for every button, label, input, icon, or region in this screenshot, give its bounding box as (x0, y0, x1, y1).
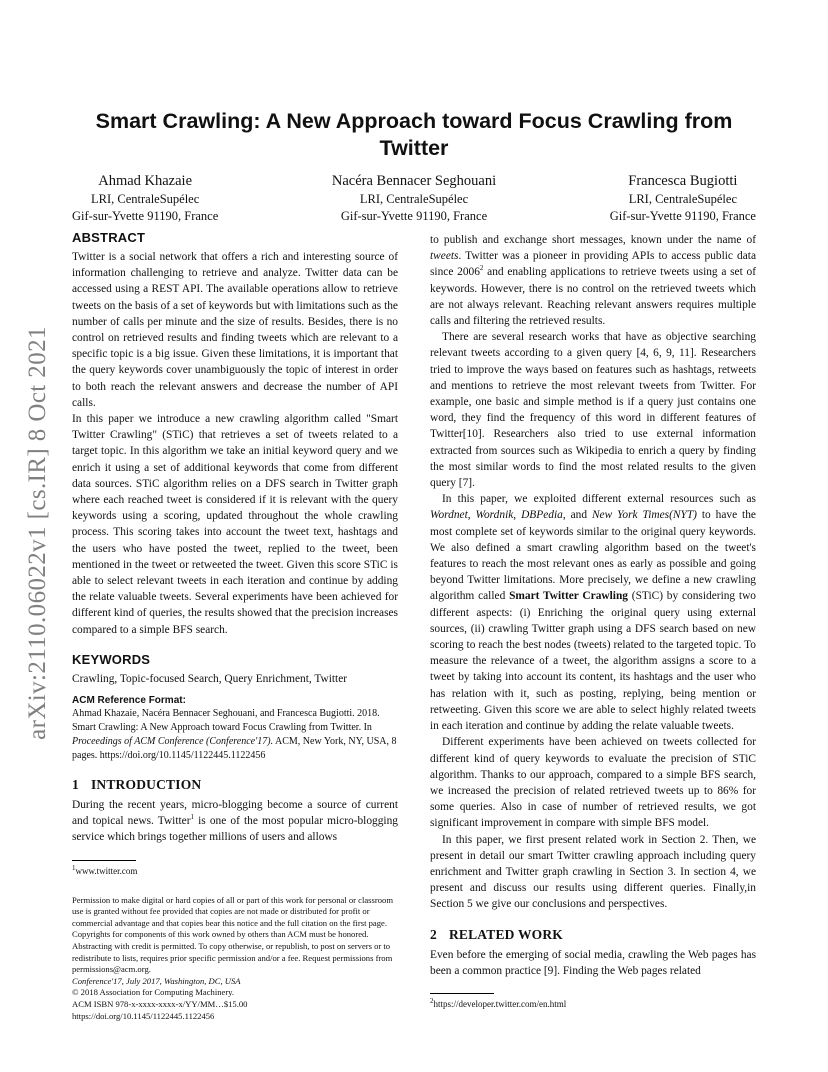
keywords-heading: KEYWORDS (72, 651, 151, 667)
introduction-paragraph-1-continued: to publish and exchange short messages, known under the name of tweets. Twitter was a pioneer in providing APIs to access public data since 2006$^2$ and enabling applications to retrieve tweets using a set of keywords. However, there is no control on the retrieved tweets which are not always relevant. Reaching relevant answers requires multiple calls and filtering the retrieved results. (430, 234, 756, 328)
introduction-paragraph-4: Different experiments have been achieved on tweets collected for different kind of query keywords to evaluate the precision of STiC algorithm. Thanks to our approach, compared to a simple BFS search, we increased the precision of related retrieved tweets up to 86% for some queries. Also in case of number of retrieved results, we got significant improvement in compare with simple BFS model. (430, 736, 756, 830)
footnote-2: $^2$https://developer.twitter.com/en.html (430, 996, 567, 1009)
isbn-line: ACM ISBN 978-x-xxxx-xxxx-x/YY/MM…$15.00 (72, 999, 248, 1010)
author-name: Ahmad Khazaie (98, 173, 193, 189)
footnote-1: $^1$www.twitter.com (72, 863, 138, 876)
author-block (72, 172, 756, 225)
abstract-paragraph-1: Twitter is a social network that offers a rich and interesting source of information challenging to retrieve and analyze. Twitter data can be accessed using a REST API. The available operations allow to retrieve tweets on the basis of a set of keywords but with limitations such as the number of calls per minute and the size of results. Besides, there is no control on retrieved results and finding tweets which are relevant to a specific topic is a big issue. Given these limitations, it is important that the query keywords cover unambiguously the topic of interest in order to both reach the relevant answers and decrease the number of API calls. (72, 251, 398, 409)
introduction-heading: 1 INTRODUCTION (72, 777, 202, 793)
right-column (430, 232, 756, 1010)
author-name: Francesca Bugiotti (628, 173, 738, 189)
footnote-marker-1: 1 (190, 813, 195, 822)
related-work-heading: 2 RELATED WORK (430, 926, 563, 942)
author-name: Nacéra Bennacer Seghouani (331, 173, 497, 189)
author-2 (332, 172, 496, 225)
author-affiliation: LRI, CentraleSupélec (359, 192, 469, 206)
paper-title: Smart Crawling: A New Approach toward Focus Crawling from Twitter (95, 109, 733, 160)
introduction-paragraph-5: In this paper, we first present related work in Section 2. Then, we present in detail our smart Twitter crawling approach including query enrichment and Twitter graph crawling in Section 3. In section 4, we present and discuss our results using different queries. Finally,in Section 5 we give our conclusions and perspectives. (430, 833, 756, 911)
author-address: Gif-sur-Yvette 91190, France (340, 209, 488, 223)
conference-line: Conference'17, July 2017, Washington, DC, USA (72, 975, 241, 986)
doi-line: https://doi.org/10.1145/1122445.1122456 (72, 1010, 215, 1021)
copyright-line: © 2018 Association for Computing Machinery. (72, 987, 235, 998)
related-work-paragraph-1: Even before the emerging of social media, crawling the Web pages has been a common practice [9]. Finding the Web pages related (430, 948, 756, 977)
introduction-paragraph-2: There are several research works that have as objective searching relevant tweets according to a given query [4, 6, 9, 11]. Researchers tried to improve the ways based on features such as hashtags, retweets and mentions to retrieve the most relevant tweets from Twitter. For example, one basic and simple method is if a query just contains one word, they find the frequency of this word in different features of Twitter[10]. Researchers also tried to use external information extracted from sources such as Wikipedia to enrich a query by finding the most similar words to find the most related results to the given query [7]. (430, 331, 756, 490)
abstract-heading: ABSTRACT (72, 230, 146, 245)
arxiv-identifier: arXiv:2110.06022v1 [cs.IR] 8 Oct 2021 (24, 326, 51, 740)
author-address: Gif-sur-Yvette 91190, France (609, 209, 756, 223)
author-address: Gif-sur-Yvette 91190, France (72, 209, 219, 223)
acm-reference-text: Ahmad Khazaie, Nacéra Bennacer Seghouani, and Francesca Bugiotti. 2018. Smart Crawling: A New Approach toward Focus Crawling from Twitter. In Proceedings of ACM Conference (Conference'17). ACM, New York, NY, USA, 8 pages. https://doi.org/10.1145/1122445.1122456 (72, 708, 397, 762)
keywords-text: Crawling, Topic-focused Search, Query Enrichment, Twitter (72, 672, 348, 685)
left-column (72, 230, 398, 1022)
author-affiliation: LRI, CentraleSupélec (628, 192, 737, 206)
author-affiliation: LRI, CentraleSupélec (90, 192, 200, 206)
footnote-divider (430, 993, 494, 994)
introduction-paragraph-3: In this paper, we exploited different external resources such as Wordnet, Wordnik, DBPedia, and New York Times(NYT) to have the most complete set of keywords similar to the original query keywords. We also defined a smart crawling algorithm based on the tweet's features to reach the most relevant ones as early as possible and going beyond Twitter limitations. More precisely, we define a new crawling algorithm called Smart Twitter Crawling (STiC) by considering two different aspects: (i) Enriching the original query using external sources, (ii) crawling Twitter graph using a DFS search based on new scoring to reach the best nodes (tweets) related to the targeted topic. To measure the relevance of a tweet, the algorithm assigns a score to a tweet by taking into account its content, its hashtags and the user who has relation with it, such as posting, replying, being mention or retweeting. Given this score we are able to select highly related tweets in each iteration and continue by adding the relate valuable tweets. (430, 493, 756, 733)
author-3 (610, 172, 756, 225)
introduction-paragraph-1: During the recent years, micro-blogging become a source of current and topical news. Twitter$^1$ is one of the most popular micro-blogging service which brings together millions of users and allows (72, 799, 398, 844)
acm-reference-heading: ACM Reference Format: (72, 695, 186, 707)
permission-notice: Permission to make digital or hard copies of all or part of this work for personal or classroom use is granted without fee provided that copies are not made or distributed for profit or commercial advantage and that copies bear this notice and the full citation on the first page. Copyrights for components of this work owned by others than ACM must be honored. Abstracting with credit is permitted. To copy otherwise, or republish, to post on servers or to redistribute to lists, requires prior specific permission and/or a fee. Request permissions from permissions@acm.org. Conference'17, July 2017, Washington, DC, USA © 2018 Association for Computing Machinery. ACM ISBN 978-x-xxxx-xxxx-x/YY/MM…$15.00 https://doi.org/10.1145/1122445.1122456 (72, 895, 398, 1023)
footnote-marker-2: 2 (479, 264, 484, 273)
footnote-divider (72, 860, 136, 861)
author-1 (72, 172, 218, 225)
abstract-paragraph-2: In this paper we introduce a new crawling algorithm called "Smart Twitter Crawling" (STiC) that retrieves a set of tweets related to a target topic. In this algorithm we take an initial keyword query and we enrich it using a set of additional keywords that come from different data sources. STiC algorithm relies on a DFS search in Twitter graph where each reached tweet is considered if it is relevant with the query keywords using a scoring, updated throughout the whole crawling process. This scoring takes into account the tweet text, hashtags and the users who have posted the tweet, replied to the tweet, been mentioned in the tweet or retweeted the tweet. Given this score STiC is able to select relevant tweets in each iteration and continue by adding the relate valuable tweets. Several experiments have been achieved for different kind of queries, the results showed that the precision increases compared to a simple BFS search. (72, 413, 398, 636)
arxiv-side-stamp (20, 308, 56, 758)
